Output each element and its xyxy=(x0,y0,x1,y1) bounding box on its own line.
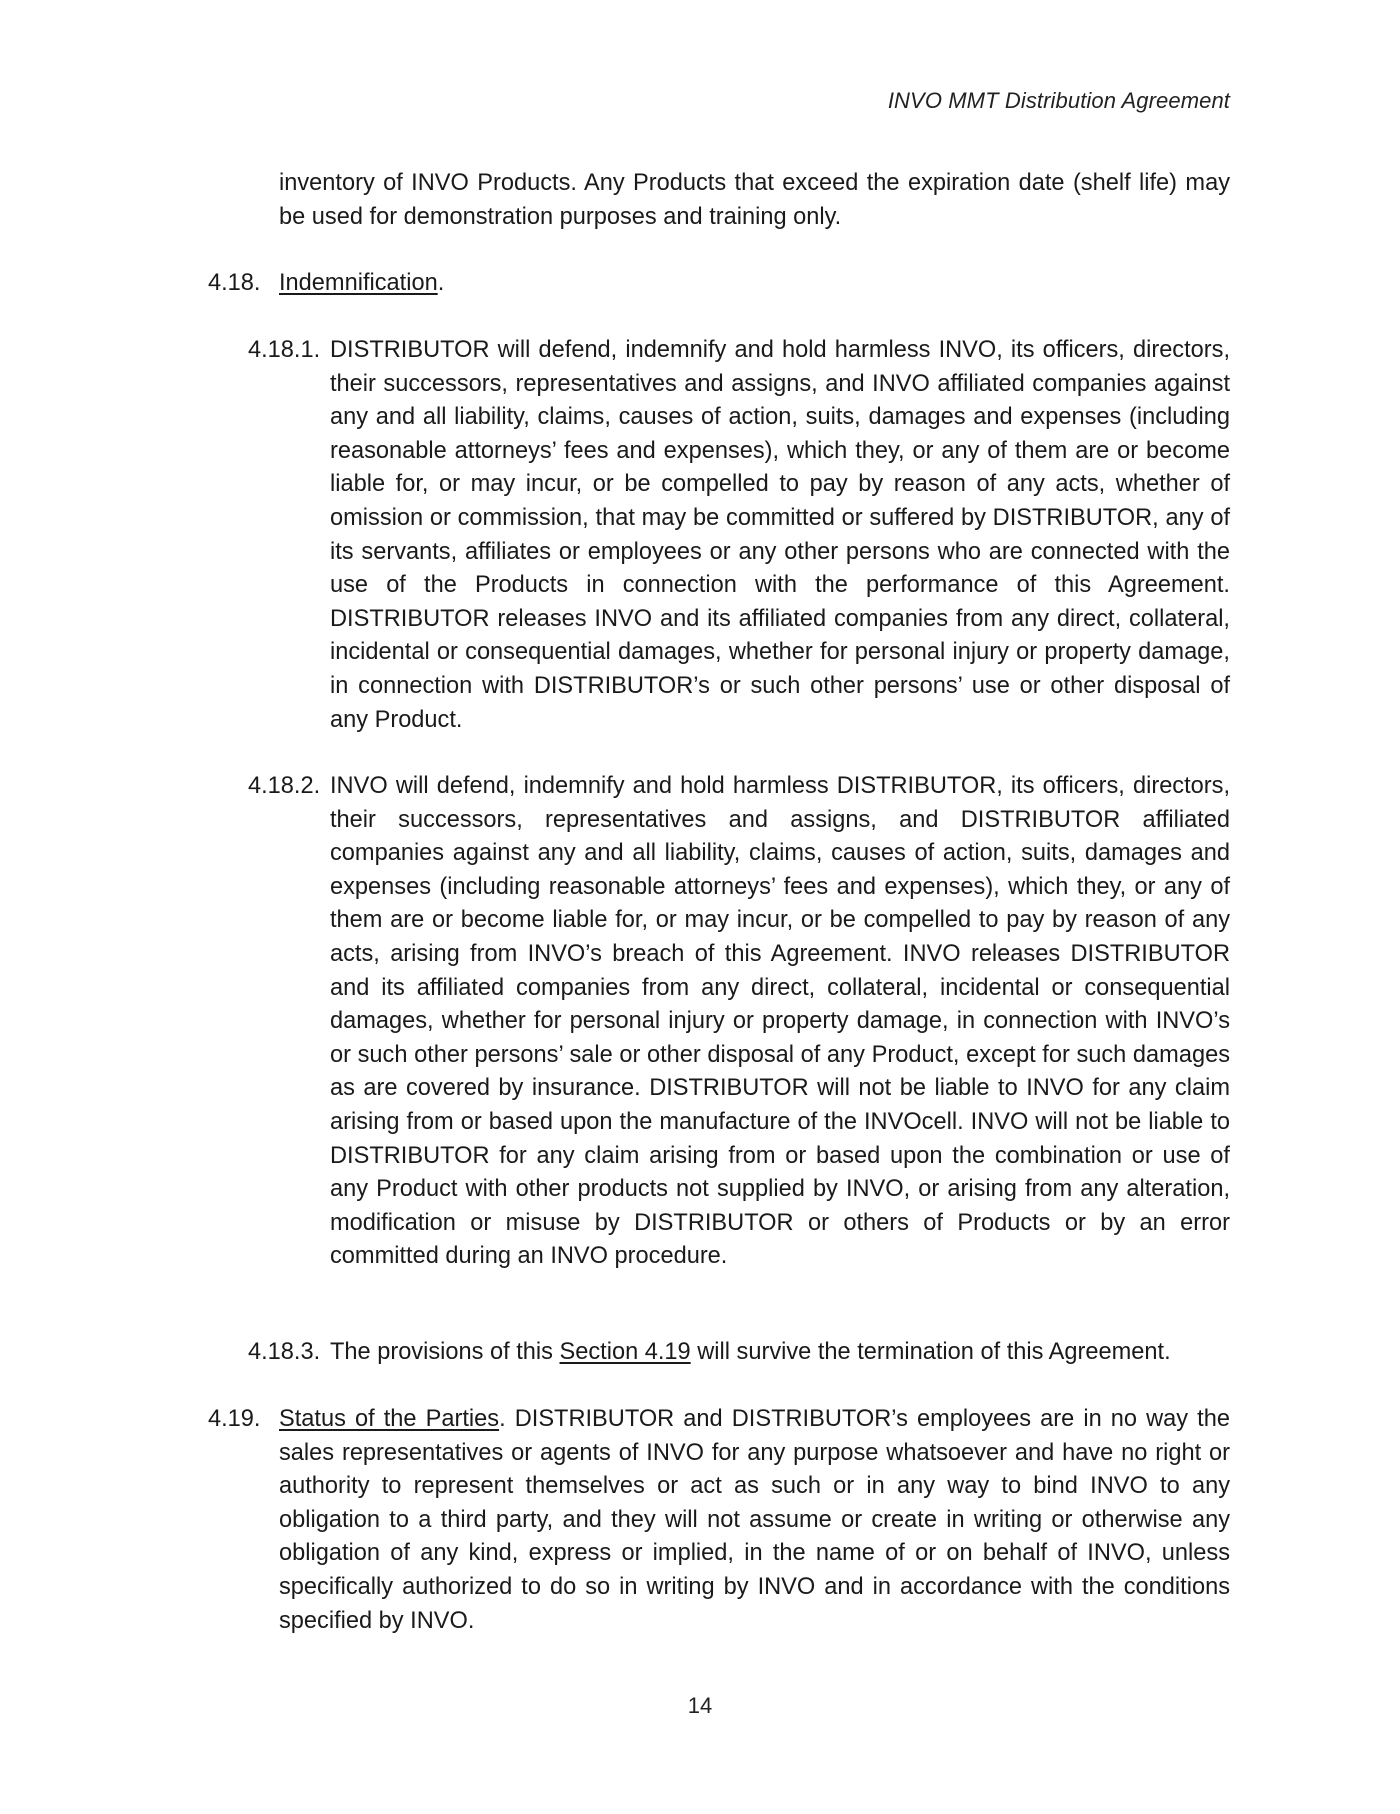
section-4-19-text: . DISTRIBUTOR and DISTRIBUTOR’s employees are in no way the sales representatives or agents of INVO for any purpose whatsoever and have no right or authority to represent themselves or act as such or in any way to bind INVO to any obligation to a third party, and they will not assume or create in writing or otherwise any obligation of any kind, express or implied, in the name of or on behalf of INVO, unless specifically authorized to do so in writing by INVO and in accordance with the conditions specified by INVO. xyxy=(279,1406,1230,1634)
section-4-18-3-text-after: will survive the termination of this Agreement. xyxy=(690,1339,1171,1365)
section-4-18-title: Indemnification xyxy=(279,270,438,296)
page-number: 14 xyxy=(687,1693,713,1718)
section-4-18-2-number: 4.18.2. xyxy=(248,773,321,799)
section-4-18-1-text: DISTRIBUTOR will defend, indemnify and hold harmless INVO, its officers, directors, their successors, representatives and assigns, and INVO affiliated companies against any and all liability, claims, causes of action, suits, damages and expenses (including reasonable attorneys’ fees and expenses), which they, or any of them are or become liable for, or may incur, or be compelled to pay by reason of any acts, whether of omission or commission, that may be committed or suffered by DISTRIBUTOR, any of its servants, affiliates or employees or any other persons who are connected with the use of the Products in connection with the performance of this Agreement. DISTRIBUTOR releases INVO and its affiliated companies from any direct, collateral, incidental or consequential damages, whether for personal injury or property damage, in connection with DISTRIBUTOR’s or such other persons’ use or other disposal of any Product. xyxy=(330,337,1230,733)
section-4-18-3-text-before: The provisions of this xyxy=(330,1339,560,1365)
intro-paragraph: inventory of INVO Products. Any Products that exceed the expiration date (shelf life) may be used for demonstration purposes and training only. xyxy=(279,170,1230,230)
section-4-18-heading xyxy=(279,267,444,301)
section-4-18-2-text: INVO will defend, indemnify and hold harmless DISTRIBUTOR, its officers, directors, their successors, representatives and assigns, and DISTRIBUTOR affiliated companies against any and all liability, claims, causes of action, suits, damages and expenses (including reasonable attorneys’ fees and expenses), which they, or any of them are or become liable for, or may incur, or be compelled to pay by reason of any acts, arising from INVO’s breach of this Agreement. INVO releases DISTRIBUTOR and its affiliated companies from any direct, collateral, incidental or consequential damages, whether for personal injury or property damage, in connection with INVO’s or such other persons’ sale or other disposal of any Product, except for such damages as are covered by insurance. DISTRIBUTOR will not be liable to INVO for any claim arising from or based upon the manufacture of the INVOcell. INVO will not be liable to DISTRIBUTOR for any claim arising from or based upon the combination or use of any Product with other products not supplied by INVO, or arising from any alteration, modification or misuse by DISTRIBUTOR or others of Products or by an error committed during an INVO procedure. xyxy=(330,773,1230,1270)
section-4-18-number: 4.18. xyxy=(208,270,261,296)
running-header: INVO MMT Distribution Agreement xyxy=(887,88,1230,113)
section-4-18-3-number: 4.18.3. xyxy=(248,1339,321,1365)
section-4-19-reference: Section 4.19 xyxy=(559,1339,691,1365)
section-4-18-title-suffix: . xyxy=(437,270,445,296)
section-4-18-1-number: 4.18.1. xyxy=(248,337,321,363)
section-4-19-paragraph xyxy=(279,1403,1230,1638)
section-4-19-number: 4.19. xyxy=(208,1406,261,1432)
section-4-19-title: Status of the Parties xyxy=(279,1406,500,1432)
section-4-18-3-text xyxy=(330,1336,1230,1370)
